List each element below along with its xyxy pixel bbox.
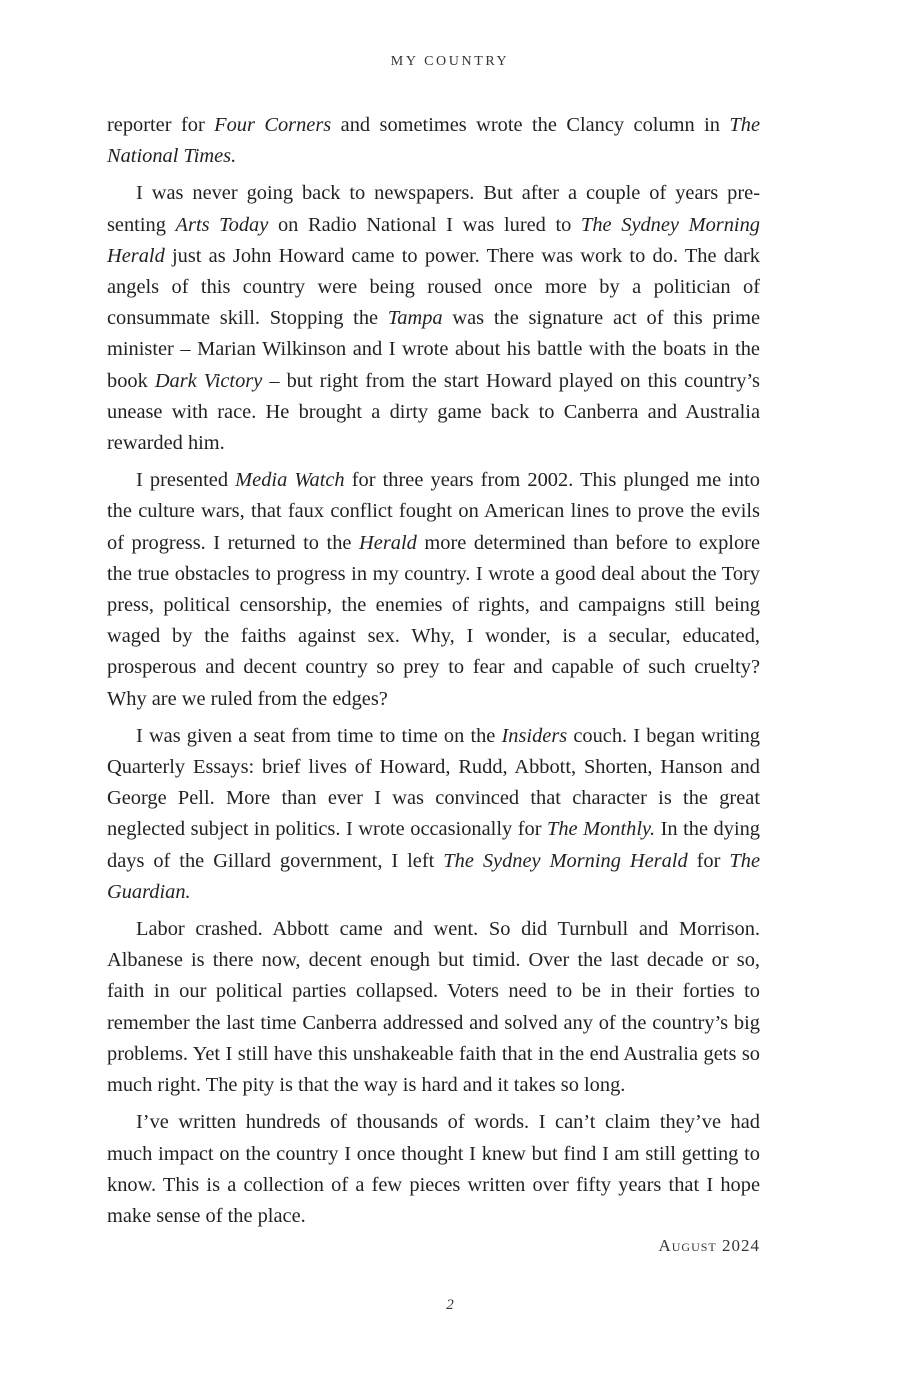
italic-title-text: The Sydney Morning Herald (443, 849, 688, 872)
italic-title-text: Arts Today (175, 213, 269, 236)
body-text (107, 110, 760, 1238)
text-run: I’ve written hundreds of thousands of words. I can’t claim they’ve had much impact on the country I once thought I knew but find I am still getting to know. This is a collection of a few pieces written over fifty years that I hope make sense of the place. (107, 1111, 760, 1227)
text-run: – but right from the start Howard played on this country’s unease with race. He brought a dirty game back to Canberra and Australia rewarded him. (107, 369, 760, 455)
italic-title-text: Media Watch (235, 469, 345, 492)
text-run: was the signature act of this prime minister – Marian Wilkinson and I wrote about his battle with the boats in the book (107, 307, 761, 392)
italic-title-text: Tampa (387, 307, 443, 330)
paragraph (107, 1107, 760, 1232)
italic-title-text: The National Times. (107, 114, 760, 168)
text-run: reporter for (107, 114, 215, 136)
paragraph (107, 721, 760, 908)
running-head: MY COUNTRY (390, 54, 510, 69)
italic-title-text: Herald (359, 531, 417, 554)
text-run: on Radio National I was lured to (268, 213, 582, 236)
text-run: I presented (136, 469, 236, 492)
text-run: I was never going back to newspapers. But after a couple of years presenting (107, 182, 760, 236)
text-run: more determined than before to explore the true obstacles to progress in my country. I wrote a good deal about the Tory press, political censorship, the enemies of rights, and campaigns still being waged by the faiths against sex. Why, I wonder, is a secular, educated, prosperous and decent country so prey to fear and capable of such cruelty? Why are we ruled from the edges? (107, 531, 760, 710)
italic-title-text: Four Corners (214, 114, 332, 136)
paragraph (107, 465, 760, 715)
text-run: just as John Howard came to power. There was work to do. The dark angels of this country were being roused once more by a politician of consummate skill. Stopping the (107, 244, 760, 330)
italic-title-text: Dark Victory (154, 369, 263, 392)
paragraph (107, 914, 760, 1101)
paragraph (107, 110, 760, 172)
text-run: for (687, 849, 730, 872)
italic-title-text: The Guardian. (107, 849, 760, 903)
page-number: 2 (446, 1297, 454, 1313)
italic-title-text: The Sydney Morning Herald (107, 213, 760, 267)
text-run: couch. I began writing Quarterly Essays: brief lives of Howard, Rudd, Abbott, Shorten, Hanson and George Pell. More than ever I was convinced that character is the great neglected subject in politics. I wrote occasionally for (107, 724, 760, 841)
text-run: In the dying days of the Gillard government, I left (107, 818, 760, 872)
text-run: and sometimes wrote the Clancy column in (331, 114, 730, 136)
text-run: for three years from 2002. This plunged me into the culture wars, that faux conflict fought on American lines to prove the evils of progress. I returned to the (107, 469, 760, 554)
date-signature: August 2024 (658, 1236, 760, 1255)
text-run: Labor crashed. Abbott came and went. So did Turnbull and Morrison. Albanese is there now, decent enough but timid. Over the last decade or so, faith in our political parties collapsed. Voters need to be in their forties to remember the last time Canberra addressed and solved any of the country’s big problems. Yet I still have this unshakeable faith that in the end Australia gets so much right. The pity is that the way is hard and it takes so long. (107, 918, 760, 1097)
paragraph (107, 178, 760, 459)
italic-title-text: The Monthly. (547, 818, 656, 841)
italic-title-text: Insiders (501, 724, 568, 747)
text-run: I was given a seat from time to time on the (136, 724, 502, 747)
